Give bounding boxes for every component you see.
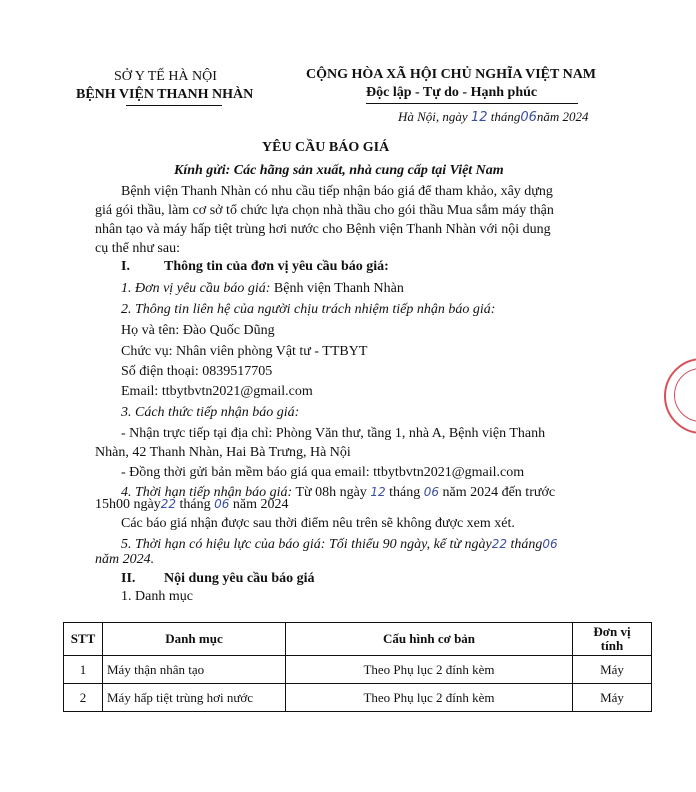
item4-day: 12 <box>370 485 386 499</box>
cell-item: Máy hấp tiệt trùng hơi nước <box>103 684 286 712</box>
org-parent: SỞ Y TẾ HÀ NỘI <box>114 69 217 84</box>
item4-text-a: Từ 08h ngày <box>295 485 367 500</box>
item4-text-b: tháng <box>389 485 421 500</box>
email-send-line: - Đồng thời gửi bản mềm báo giá qua email: ttbytbvtn2021@gmail.com <box>121 465 525 480</box>
th-stt: STT <box>64 623 103 656</box>
item4-line-2-row <box>95 497 289 513</box>
nation-title: CỘNG HÒA XÃ HỘI CHỦ NGHĨA VIỆT NAM <box>306 67 597 82</box>
item4-line2-c: năm 2024 <box>232 497 289 512</box>
date-line <box>398 109 589 125</box>
org-name: BỆNH VIỆN THANH NHÀN <box>76 87 254 102</box>
section1-num: I. <box>121 259 130 274</box>
contact-phone: Số điện thoại: 0839517705 <box>121 364 273 379</box>
item5-text-a: 5. Thời hạn có hiệu lực của báo giá: Tối thiểu 90 ngày, kể từ ngày <box>121 537 492 552</box>
late-note: Các báo giá nhận được sau thời điểm nêu trên sẽ không được xem xét. <box>121 516 515 531</box>
cell-unit: Máy <box>573 656 652 684</box>
table-row <box>64 656 652 684</box>
item4-month: 06 <box>423 485 439 499</box>
cell-unit: Máy <box>573 684 652 712</box>
contact-name: Họ và tên: Đào Quốc Dũng <box>121 323 275 338</box>
item5-day: 22 <box>491 537 508 551</box>
item4-line2-b: tháng <box>179 497 211 512</box>
item4-line2-day: 22 <box>160 497 176 511</box>
item3-label: 3. Cách thức tiếp nhận báo giá: <box>121 405 300 420</box>
item5-month: 06 <box>542 537 558 551</box>
section2-heading: Nội dung yêu cầu báo giá <box>164 571 315 586</box>
item1-value: Bệnh viện Thanh Nhàn <box>273 281 404 296</box>
date-day: 12 <box>470 110 488 125</box>
item5-text-b: tháng <box>510 537 543 552</box>
item2-label: 2. Thông tin liên hệ của người chịu trách nhiệm tiếp nhận báo giá: <box>121 302 496 317</box>
date-month: 06 <box>520 110 537 125</box>
item5-line-1 <box>121 537 558 553</box>
direct-line-1: - Nhận trực tiếp tại địa chỉ: Phòng Văn thư, tầng 1, nhà A, Bệnh viện Thanh <box>121 426 546 441</box>
item5-line-2: năm 2024. <box>95 552 155 567</box>
date-prefix: Hà Nội, ngày <box>398 109 468 124</box>
cell-config: Theo Phụ lục 2 đính kèm <box>286 656 573 684</box>
item4-text-c: năm 2024 đến trước <box>442 485 556 500</box>
cell-stt: 2 <box>64 684 103 712</box>
intro-line-4: cụ thể như sau: <box>95 241 180 256</box>
item1-label: 1. Đơn vị yêu cầu báo giá: <box>121 281 271 296</box>
section1-heading: Thông tin của đơn vị yêu cầu báo giá: <box>164 259 389 274</box>
org-underline <box>126 105 222 106</box>
direct-line-2: Nhàn, 42 Thanh Nhàn, Hai Bà Trưng, Hà Nội <box>95 445 351 460</box>
cell-stt: 1 <box>64 656 103 684</box>
th-config: Cấu hình cơ bản <box>286 623 573 656</box>
intro-line-1: Bệnh viện Thanh Nhàn có nhu cầu tiếp nhận báo giá để tham khảo, xây dựng <box>121 184 553 199</box>
contact-position: Chức vụ: Nhân viên phòng Vật tư - TTBYT <box>121 344 368 359</box>
salutation: Kính gửi: Các hãng sản xuất, nhà cung cấp tại Việt Nam <box>174 163 504 178</box>
items-table <box>63 622 652 712</box>
section2-num: II. <box>121 571 136 586</box>
table-header-row <box>64 623 652 656</box>
th-unit-line2: tính <box>600 638 624 653</box>
cell-item: Máy thận nhân tạo <box>103 656 286 684</box>
table-row <box>64 684 652 712</box>
section2-sub1: 1. Danh mục <box>121 589 193 604</box>
motto: Độc lập - Tự do - Hạnh phúc <box>366 85 538 100</box>
th-item: Danh mục <box>103 623 286 656</box>
item4-line2-a: 15h00 ngày <box>95 497 161 512</box>
date-month-label: tháng <box>490 109 521 124</box>
date-year: năm 2024 <box>536 109 589 124</box>
intro-line-3: nhân tạo và máy hấp tiệt trùng hơi nước cho Bệnh viện Thanh Nhàn với nội dung <box>95 222 551 237</box>
th-unit <box>573 623 652 656</box>
th-unit-line1: Đơn vị <box>593 624 631 639</box>
contact-email: Email: ttbytbvtn2021@gmail.com <box>121 384 313 399</box>
cell-config: Theo Phụ lục 2 đính kèm <box>286 684 573 712</box>
item4-line2-month: 06 <box>214 497 230 511</box>
intro-line-2: giá gói thầu, làm cơ sở tổ chức lựa chọn nhà thầu cho gói thầu Mua sắm máy thận <box>95 203 554 218</box>
item1 <box>121 281 404 297</box>
doc-title: YÊU CẦU BÁO GIÁ <box>262 140 390 155</box>
motto-underline <box>366 103 578 104</box>
item4-label: 4. Thời hạn tiếp nhận báo giá: <box>121 485 293 500</box>
